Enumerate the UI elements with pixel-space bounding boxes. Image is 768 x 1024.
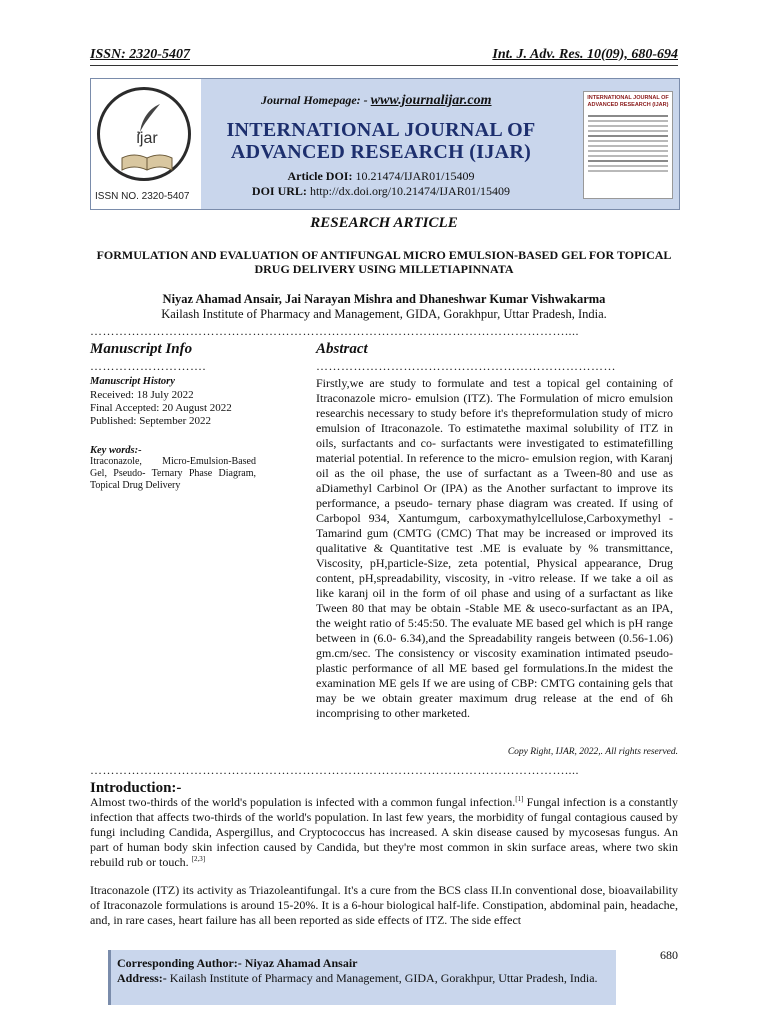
journal-banner [90,78,680,210]
corresponding-author-box [108,950,616,1005]
article-doi: 10.21474/IJAR01/15409 [355,169,475,183]
article-type-label: RESEARCH ARTICLE [310,215,458,231]
running-header-issn: ISSN: 2320-5407 [90,47,190,62]
header-rule [90,65,678,66]
introduction-paragraph-2: Itraconazole (ITZ) its activity as Triazoleantifungal. It's a cure from the BCS class II.In conventional dose, bioavailability of Itraconazole formulations is around 15-20%. It is a 6-hour biological half-life. Constipation, abdominal pain, headache, and, in rare cases, heart failure has all been reported as side effects of ITZ. The side effect [90,883,678,927]
homepage-label: Journal Homepage: - [261,93,371,107]
separator-dotted: …………………………………………………………………………………………………….... [90,324,579,338]
cover-title: INTERNATIONAL JOURNAL OF ADVANCED RESEARCH (IJAR) [587,95,669,108]
logo-circle [97,87,191,181]
accepted-date: Final Accepted: 20 August 2022 [90,402,232,414]
article-affiliation: Kailash Institute of Pharmacy and Management, GIDA, Gorakhpur, Uttar Pradesh, India. [161,307,607,321]
keywords-list: Itraconazole, Micro-Emulsion-Based Gel, Pseudo- Ternary Phase Diagram, Topical Drug Delivery [90,456,256,491]
homepage-link[interactable]: www.journalijar.com [370,93,492,108]
journal-cover-thumbnail [583,91,673,199]
separator-dotted-right: ……………………………………………………………… [316,359,616,373]
address-text: Kailash Institute of Pharmacy and Management, GIDA, Gorakhpur, Uttar Pradesh, India. [166,971,598,985]
journal-logo [91,79,201,209]
book-icon [120,150,174,174]
running-header-citation: Int. J. Adv. Res. 10(09), 680-694 [492,47,678,62]
journal-title-line1: INTERNATIONAL JOURNAL OF [226,119,536,141]
abstract-heading: Abstract [316,341,368,357]
journal-title [201,119,561,163]
intro-text-segment: Almost two-thirds of the world's population is infected with a common fungal infection. [90,795,516,809]
introduction-heading: Introduction:- [90,780,182,796]
separator-dotted-left: ………………………. [90,359,206,373]
address-label: Address:- [117,971,167,985]
corresponding-author-address [117,971,607,986]
article-doi-label: Article DOI: [287,169,353,183]
published-date: Published: September 2022 [90,415,211,427]
journal-homepage [261,93,492,109]
intro-text-segment: Fungal infection is a constantly infection that affects two-thirds of the world's population. In last few years, the morbidity of fungal contagious caused by fungi including Candida, Aspergillus, and Cryptococcus has increased. A skin disease caused by mycosesas fungus. An part of human body skin infection caused by Candida, but they're most common in skin surface areas, where two skin rebuild rub or touch. [90,795,679,869]
page-number: 680 [660,948,678,962]
article-authors: Niyaz Ahamad Ansair, Jai Narayan Mishra and Dhaneshwar Kumar Vishwakarma [162,292,606,306]
article-title: FORMULATION AND EVALUATION OF ANTIFUNGAL MICRO EMULSION-BASED GEL FOR TOPICAL DRUG DELIVERY USING MILLETIAPINNATA [96,248,672,276]
doi-url-label: DOI URL: [251,184,307,198]
journal-title-line2: ADVANCED RESEARCH (IJAR) [230,141,532,163]
citation-ref[interactable]: [2,3] [191,855,206,863]
separator-dotted: …………………………………………………………………………………………………….... [90,763,579,777]
doi-block [201,169,561,199]
copyright-notice: Copy Right, IJAR, 2022,. All rights reserved. [507,747,678,757]
abstract-body: Firstly,we are study to formulate and test a topical gel containing of Itraconazole micro- emulsion (ITZ). The Formulation of micro emulsion researchis necessary to study before it's thepreformulation study of micro emulsion of Itraconazole. To estimatethe maximal solubility of ITZ in oils, surfactants and co- surfactants were investigated to estimatefilling material potential. In reference to the micro- emulsion region, with Karanj oil as the oil phase, the use of surfactant as a Tween-80 and use as aDiamethyl Carbinol Or (IPA) as the Another surfactant to improve its performance, a pseudo- ternary phase diagram was created. If using of Carbopol 934, Xantumgum, carboxymathylcellulose,Carboxymethyl -Tamarind gum (CMTG (CMC) That may be increased or improved its qualitative & Quantitative test .ME is evaluate by % transmittance, Viscosity, pH,particle-Size, zeta potential, Physical appearance, Drug content, pH,spreadability, viscosity, in -vitro release. If we take a oil as like karanj oil in the form of oil phase and using of a surfactant as like Tween 80 that may be obtain -Stable ME & useco-surfactant as an IPA, the weight ratio of 5:45:50. The evaluate ME based gel which is pH range between in (6.0- 6.34),and the Spreadability rangeis between (0.56-1.06) gm.cm/sec. The consistency or viscosity examination intimated pseudo- plastic performance of all ME based gel formulations.In the midest the examination ME gels If we are using of CBP: CMTG containing gels that may be we obtain greater maximum drug release at the end of 6h incomprising to other marketed. [316,376,673,720]
citation-ref[interactable]: [1] [515,795,524,803]
doi-url-link[interactable]: http://dx.doi.org/10.21474/IJAR01/15409 [309,184,511,198]
introduction-paragraph-1 [90,795,678,870]
corresponding-author-heading: Corresponding Author:- Niyaz Ahamad Ansair [117,956,358,970]
logo-issn: ISSN NO. 2320-5407 [95,191,190,202]
manuscript-info-heading: Manuscript Info [90,341,193,357]
logo-text: ijar [136,130,158,147]
keywords-heading: Key words:- [90,445,142,456]
manuscript-history-heading: Manuscript History [90,376,175,387]
received-date: Received: 18 July 2022 [90,389,194,401]
